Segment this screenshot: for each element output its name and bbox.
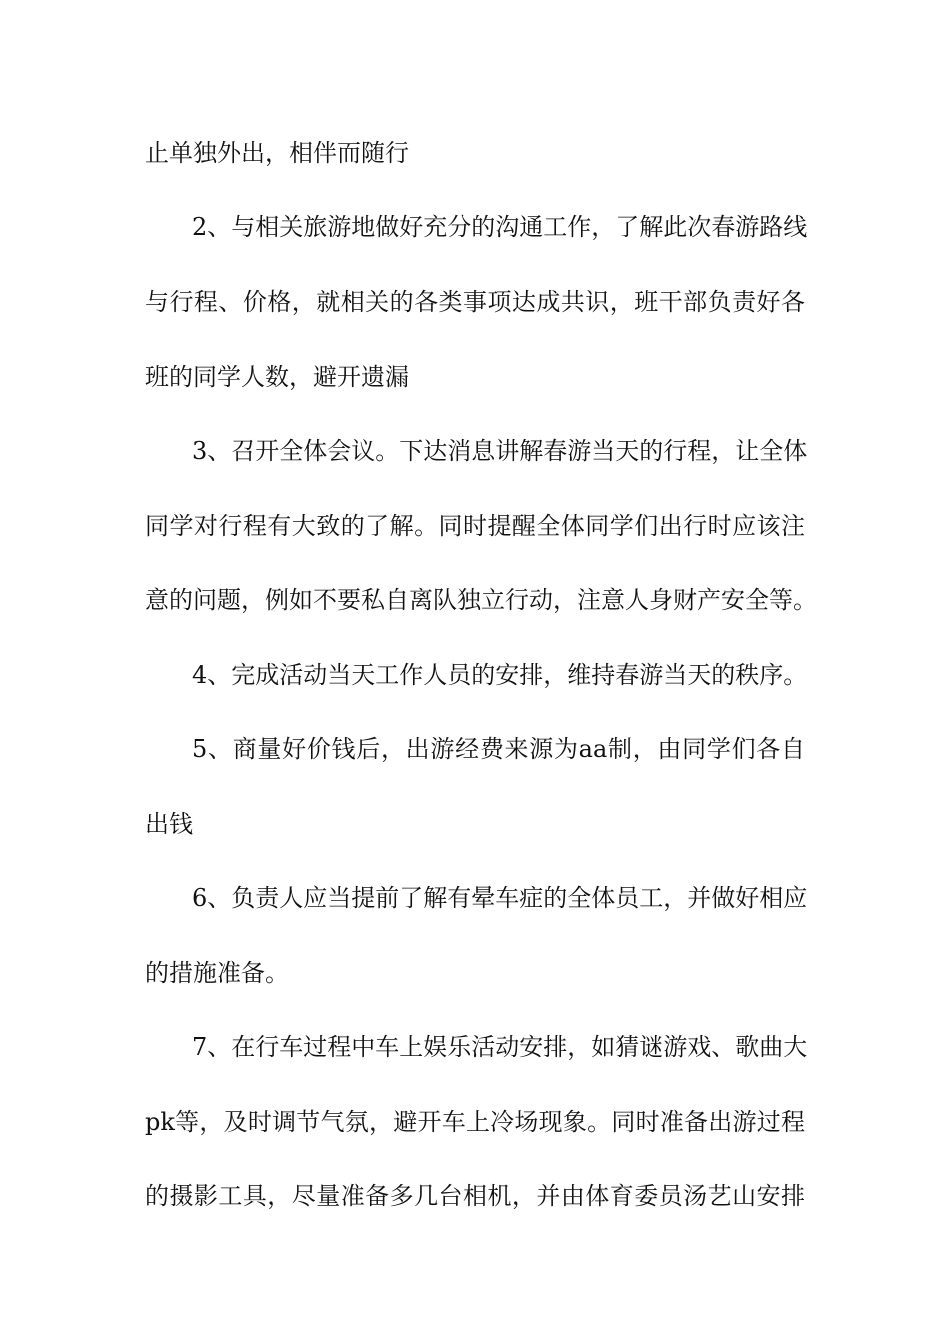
text-line-7: 意的问题，例如不要私自离队独立行动，注意人身财产安全等。 xyxy=(145,586,817,614)
text-line-1: 止单独外出，相伴而随行 xyxy=(145,139,409,167)
text-line-13: 7、在行车过程中车上娱乐活动安排，如猜谜游戏、歌曲大 xyxy=(192,1033,808,1061)
text-line-6: 同学对行程有大致的了解。同时提醒全体同学们出行时应该注 xyxy=(145,512,805,540)
text-line-5: 3、召开全体会议。下达消息讲解春游当天的行程，让全体 xyxy=(192,437,808,465)
text-line-12: 的措施准备。 xyxy=(145,959,289,987)
text-line-4: 班的同学人数，避开遗漏 xyxy=(145,363,409,391)
text-line-10: 出钱 xyxy=(145,810,193,838)
text-line-8: 4、完成活动当天工作人员的安排，维持春游当天的秩序。 xyxy=(192,661,808,689)
text-line-15: 的摄影工具，尽量准备多几台相机，并由体育委员汤艺山安排 xyxy=(145,1182,805,1210)
text-line-11: 6、负责人应当提前了解有晕车症的全体员工，并做好相应 xyxy=(192,884,808,912)
text-line-3: 与行程、价格，就相关的各类事项达成共识，班干部负责好各 xyxy=(145,288,805,316)
text-line-14: pk等，及时调节气氛，避开车上冷场现象。同时准备出游过程 xyxy=(145,1108,805,1136)
text-line-2: 2、与相关旅游地做好充分的沟通工作，了解此次春游路线 xyxy=(192,213,808,241)
text-line-9: 5、商量好价钱后，出游经费来源为aa制，由同学们各自 xyxy=(192,735,805,763)
